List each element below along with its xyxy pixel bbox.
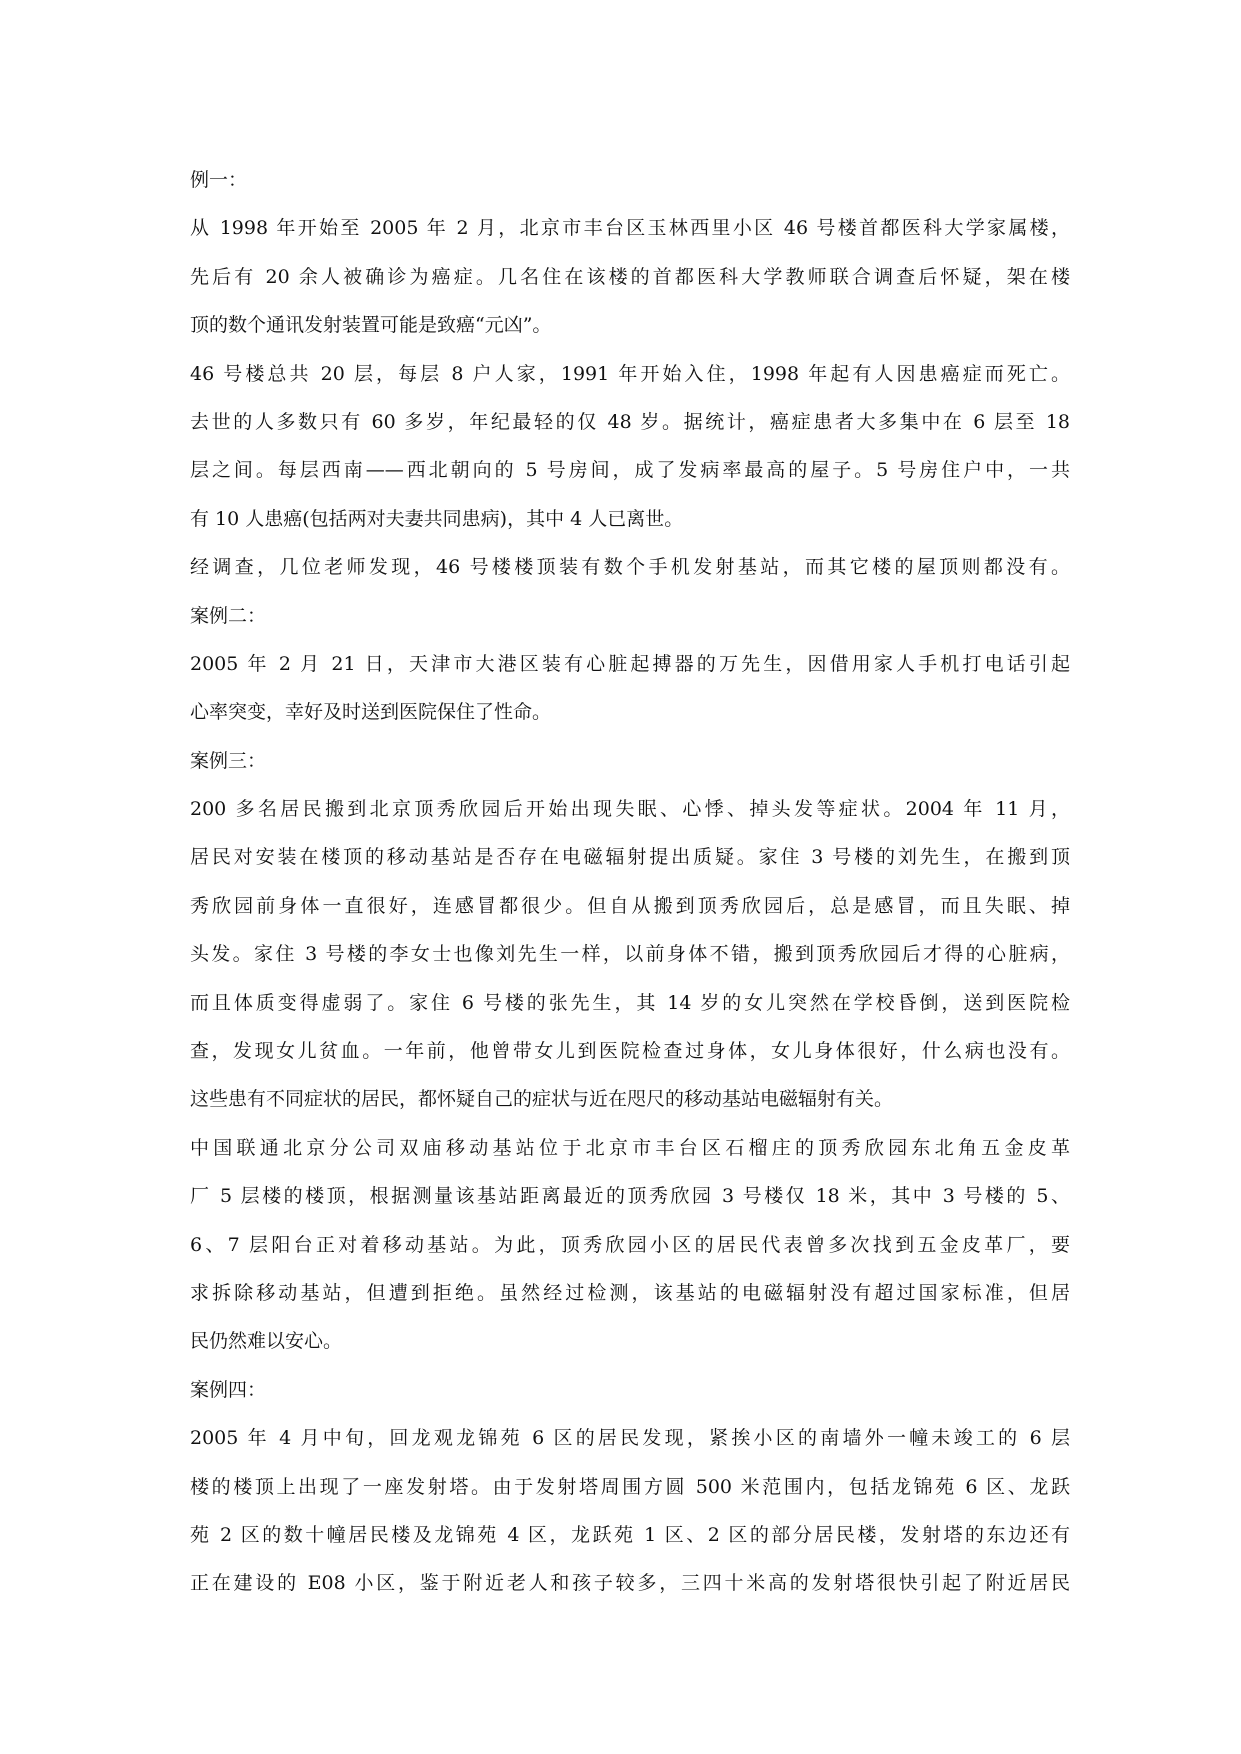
text-line: 46 号楼总共 20 层，每层 8 户人家，1991 年开始入住，1998 年起有人因患癌症而死亡。: [190, 362, 1070, 385]
text-line: 2005 年 2 月 21 日，天津市大港区装有心脏起搏器的万先生，因借用家人手机打电话引起: [190, 652, 1070, 675]
text-line: 民仍然难以安心。: [190, 1330, 343, 1353]
text-line: 苑 2 区的数十幢居民楼及龙锦苑 4 区，龙跃苑 1 区、2 区的部分居民楼，发射塔的东边还有: [190, 1523, 1070, 1546]
text-line: 而且体质变得虚弱了。家住 6 号楼的张先生，其 14 岁的女儿突然在学校昏倒，送到医院检: [190, 991, 1070, 1014]
text-line: 有 10 人患癌(包括两对夫妻共同患病)，其中 4 人已离世。: [190, 507, 684, 530]
text-line: 厂 5 层楼的楼顶，根据测量该基站距离最近的顶秀欣园 3 号楼仅 18 米，其中 3 号楼的 5、: [190, 1185, 1070, 1208]
text-line: 经调查，几位老师发现，46 号楼楼顶装有数个手机发射基站，而其它楼的屋顶则都没有。: [190, 556, 1070, 579]
text-line: 头发。家住 3 号楼的李女士也像刘先生一样，以前身体不错，搬到顶秀欣园后才得的心脏病，: [190, 943, 1070, 966]
document-body: [190, 156, 1070, 1608]
heading-case-1: 例一：: [190, 169, 248, 191]
text-line: 从 1998 年开始至 2005 年 2 月，北京市丰台区玉林西里小区 46 号楼首都医科大学家属楼，: [190, 217, 1070, 240]
text-line: 秀欣园前身体一直很好，连感冒都很少。但自从搬到顶秀欣园后，总是感冒，而且失眠、掉: [190, 894, 1070, 917]
text-line: 6、7 层阳台正对着移动基站。为此，顶秀欣园小区的居民代表曾多次找到五金皮革厂，要: [190, 1233, 1070, 1256]
text-line: 顶的数个通讯发射装置可能是致癌“元凶”。: [190, 314, 552, 337]
text-line: 200 多名居民搬到北京顶秀欣园后开始出现失眠、心悸、掉头发等症状。2004 年 11 月，: [190, 798, 1070, 821]
text-line: 求拆除移动基站，但遭到拒绝。虽然经过检测，该基站的电磁辐射没有超过国家标准，但居: [190, 1281, 1070, 1304]
text-line: 楼的楼顶上出现了一座发射塔。由于发射塔周围方圆 500 米范围内，包括龙锦苑 6 区、龙跃: [190, 1475, 1070, 1498]
text-line: 去世的人多数只有 60 多岁，年纪最轻的仅 48 岁。据统计，癌症患者大多集中在 6 层至 18: [190, 410, 1070, 433]
text-line: 先后有 20 余人被确诊为癌症。几名住在该楼的首都医科大学教师联合调查后怀疑，架在楼: [190, 265, 1070, 288]
text-line: 这些患有不同症状的居民，都怀疑自己的症状与近在咫尺的移动基站电磁辐射有关。: [190, 1088, 894, 1111]
heading-case-2: 案例二：: [190, 604, 267, 627]
heading-case-4: 案例四：: [190, 1378, 267, 1401]
text-line: 查，发现女儿贫血。一年前，他曾带女儿到医院检查过身体，女儿身体很好，什么病也没有。: [190, 1040, 1070, 1063]
text-line: 心率突变，幸好及时送到医院保住了性命。: [190, 701, 552, 724]
heading-case-3: 案例三：: [190, 749, 267, 772]
text-line: 层之间。每层西南——西北朝向的 5 号房间，成了发病率最高的屋子。5 号房住户中，一共: [190, 459, 1070, 482]
text-line: 2005 年 4 月中旬，回龙观龙锦苑 6 区的居民发现，紧挨小区的南墙外一幢未竣工的 6 层: [190, 1427, 1070, 1450]
text-line: 居民对安装在楼顶的移动基站是否存在电磁辐射提出质疑。家住 3 号楼的刘先生，在搬到顶: [190, 846, 1070, 869]
text-line: 中国联通北京分公司双庙移动基站位于北京市丰台区石榴庄的顶秀欣园东北角五金皮革: [190, 1136, 1070, 1159]
text-line: 正在建设的 E08 小区，鉴于附近老人和孩子较多，三四十米高的发射塔很快引起了附近居民: [190, 1572, 1070, 1595]
